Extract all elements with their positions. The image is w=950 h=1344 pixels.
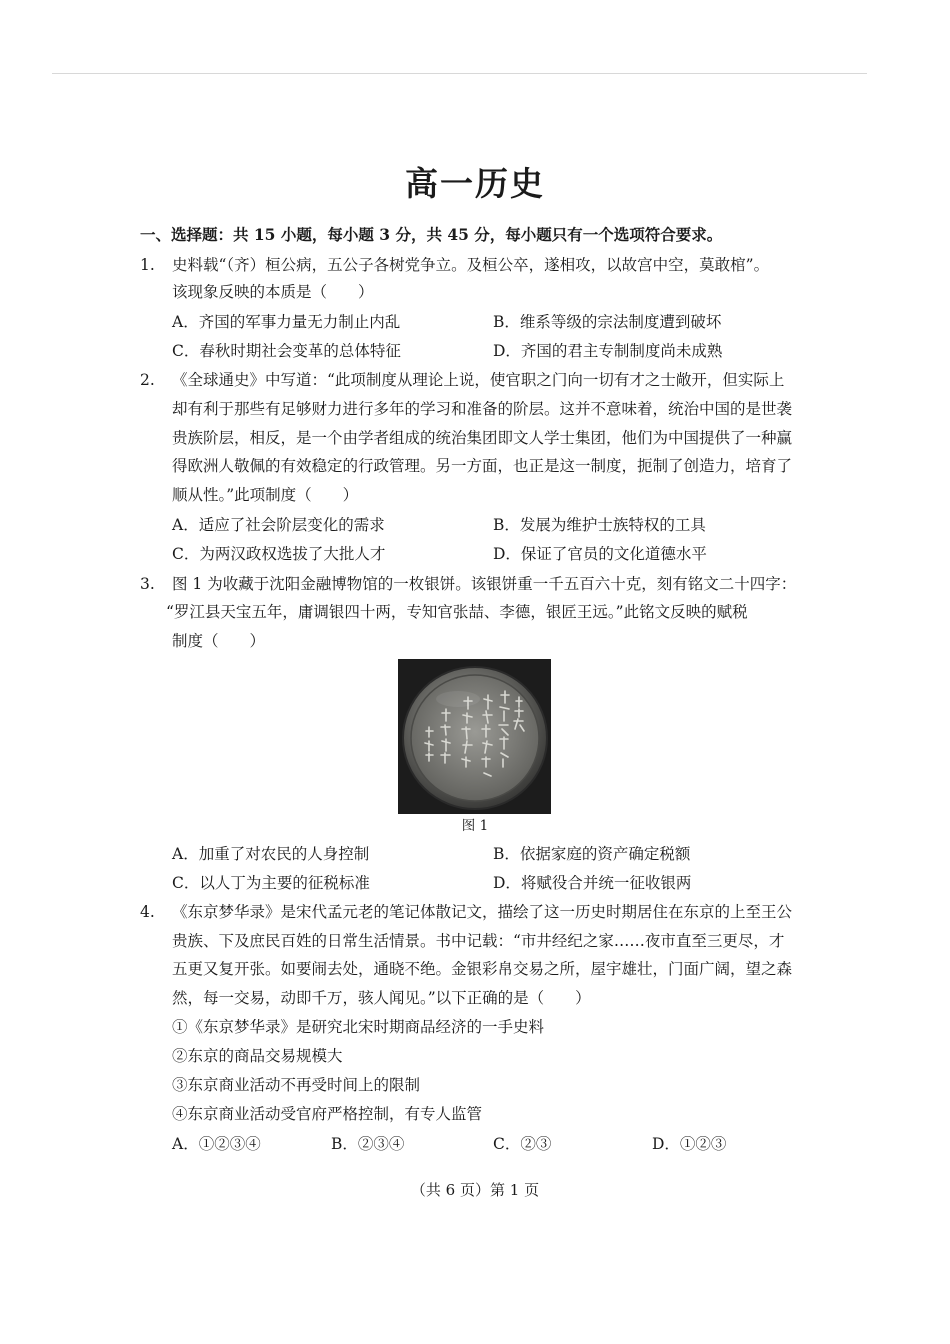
question-text-line: 得欧洲人敬佩的有效稳定的行政管理。另一方面，也正是这一制度，扼制了创造力，培育了 [172, 457, 793, 475]
statement-1: ①《东京梦华录》是研究北宋时期商品经济的一手史料 [172, 1018, 545, 1036]
silver-cake-image [398, 659, 551, 814]
option-a[interactable]: A．适应了社会阶层变化的需求 [172, 516, 385, 534]
option-c[interactable]: C．以人丁为主要的征税标准 [172, 874, 370, 892]
figure-caption: 图 1 [461, 818, 489, 834]
option-d[interactable]: D．齐国的君主专制制度尚未成熟 [493, 342, 723, 360]
question-text-line: 图 1 为收藏于沈阳金融博物馆的一枚银饼。该银饼重一千五百六十克，刻有铭文二十四字： [172, 575, 797, 593]
question-text-line: “罗江县天宝五年，庸调银四十两，专知官张喆、李德，银匠王远。”此铭文反映的赋税 [166, 603, 748, 621]
option-c[interactable]: C．②③ [493, 1135, 552, 1153]
statement-2: ②东京的商品交易规模大 [172, 1047, 343, 1065]
option-b[interactable]: B．维系等级的宗法制度遭到破坏 [493, 313, 722, 331]
option-b[interactable]: B．依据家庭的资产确定税额 [493, 845, 691, 863]
question-text-line: 该现象反映的本质是（ ） [172, 283, 374, 301]
question-text-line: 制度（ ） [172, 632, 266, 650]
question-text-line: 《东京梦华录》是宋代孟元老的笔记体散记文，描绘了这一历史时期居住在东京的上至王公 [172, 903, 793, 921]
option-c[interactable]: C．春秋时期社会变革的总体特征 [172, 342, 401, 360]
option-d[interactable]: D．保证了官员的文化道德水平 [493, 545, 707, 563]
option-a[interactable]: A．加重了对农民的人身控制 [172, 845, 370, 863]
statement-4: ④东京商业活动受官府严格控制，有专人监管 [172, 1105, 483, 1123]
option-c[interactable]: C．为两汉政权选拔了大批人才 [172, 545, 386, 563]
option-d[interactable]: D．将赋役合并统一征收银两 [493, 874, 692, 892]
page-title: 高一历史 [405, 164, 545, 203]
option-b[interactable]: B．发展为维护士族特权的工具 [493, 516, 706, 534]
option-d[interactable]: D．①②③ [652, 1135, 727, 1153]
question-number: 2. [140, 371, 155, 389]
question-text-line: 贵族、下及庶民百姓的日常生活情景。书中记载：“市井经纪之家……夜市直至三更尽，才 [172, 932, 785, 950]
statement-3: ③东京商业活动不再受时间上的限制 [172, 1076, 421, 1094]
question-number: 4. [140, 903, 155, 921]
option-a[interactable]: A．齐国的军事力量无力制止内乱 [172, 313, 401, 331]
option-a[interactable]: A．①②③④ [172, 1135, 261, 1153]
question-text-line: 却有利于那些有足够财力进行多年的学习和准备的阶层。这并不意味着，统治中国的是世袭 [172, 400, 793, 418]
option-b[interactable]: B．②③④ [331, 1135, 405, 1153]
question-number: 3. [140, 575, 155, 593]
silver-cake-photo [398, 659, 551, 814]
question-text-line: 贵族阶层，相反，是一个由学者组成的统治集团即文人学士集团，他们为中国提供了一种赢 [172, 429, 793, 447]
question-text-line: 顺从性。”此项制度（ ） [172, 486, 359, 504]
question-text-line: 《全球通史》中写道：“此项制度从理论上说，使官职之门向一切有才之士敞开，但实际上 [172, 371, 785, 389]
question-text-line: 五更又复开张。如要闹去处，通晓不绝。金银彩帛交易之所，屋宇雄壮，门面广阔，望之森 [172, 960, 793, 978]
question-number: 1. [140, 256, 155, 274]
page-footer: （共 6 页）第 1 页 [410, 1181, 540, 1199]
question-text-line: 史料载“（齐）桓公病，五公子各树党争立。及桓公卒，遂相攻，以故宫中空，莫敢棺”。 [172, 256, 770, 274]
question-text-line: 然，每一交易，动即千万，骇人闻见。”以下正确的是（ ） [172, 989, 591, 1007]
top-rule [52, 73, 867, 74]
section-header: 一、选择题：共 15 小题，每小题 3 分，共 45 分，每小题只有一个选项符合要求。 [140, 225, 723, 244]
